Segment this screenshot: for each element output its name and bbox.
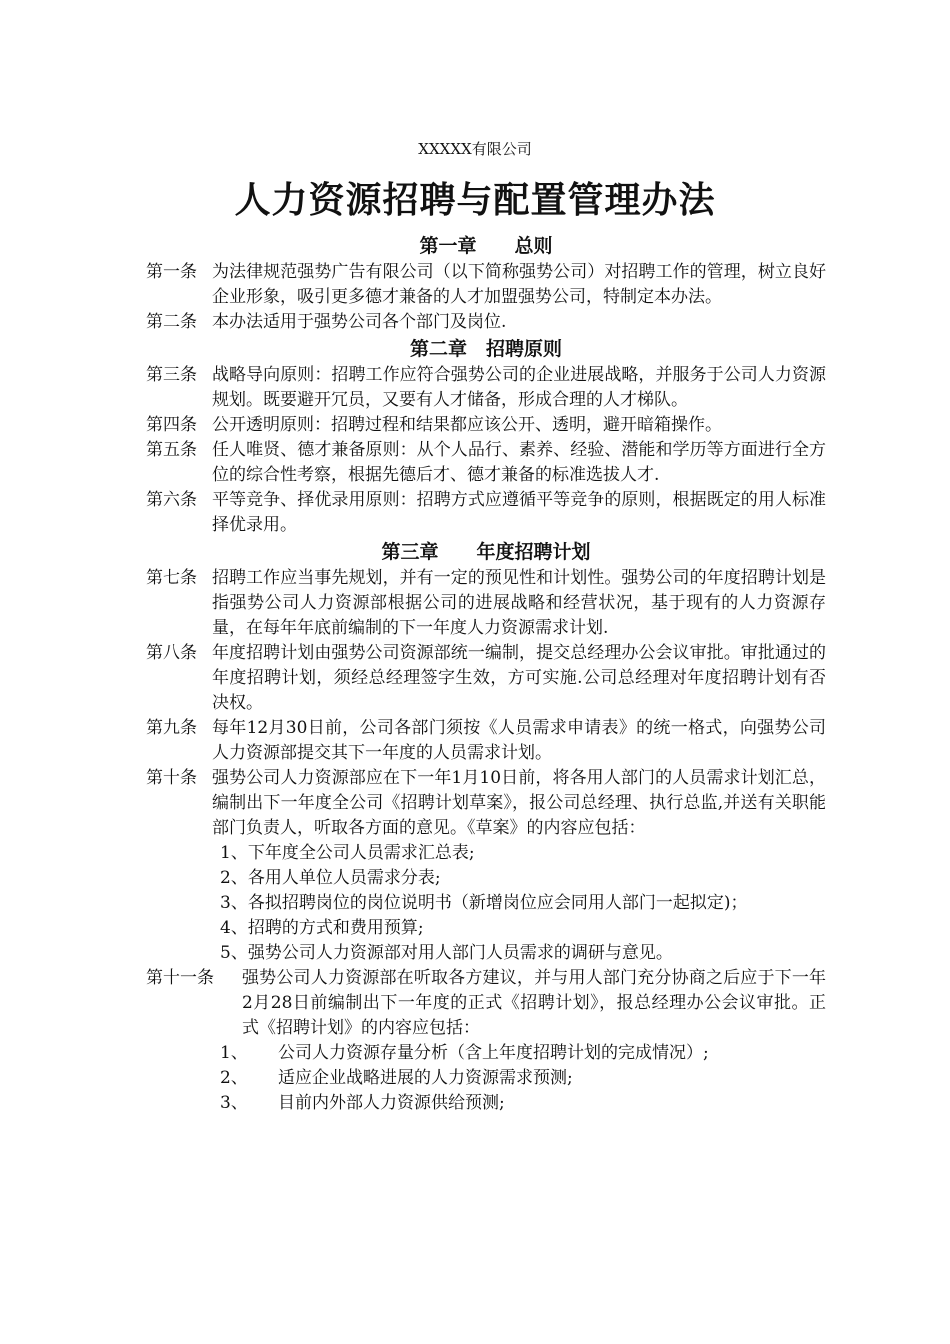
article-text: 强势公司人力资源部应在下一年1月10日前，将各用人部门的人员需求计划汇总，编制出下一年度全公司《招聘计划草案》，报公司总经理、执行总监,并送有关职能部门负责人，听取各方面的意见。《草案》的内容应包括： (212, 768, 826, 838)
list-item-text: 公司人力资源存量分析（含上年度招聘计划的完成情况）; (278, 1043, 709, 1063)
article-text: 本办法适用于强势公司各个部门及岗位. (212, 312, 507, 332)
list-item (146, 1066, 826, 1091)
list-item: 2、各用人单位人员需求分表; (220, 868, 441, 888)
list-item (146, 1091, 826, 1116)
list-item: 3、各拟招聘岗位的岗位说明书（新增岗位应会同用人部门一起拟定)； (220, 893, 748, 913)
article-text: 每年12月30日前，公司各部门须按《人员需求申请表》的统一格式，向强势公司人力资源部提交其下一年度的人员需求计划。 (212, 718, 826, 763)
chapter-heading: 第二章 招聘原则 (409, 338, 562, 360)
article-number: 第五条 (146, 440, 197, 460)
article (146, 488, 826, 538)
article (146, 766, 826, 841)
article-text: 任人唯贤、德才兼备原则：从个人品行、素养、经验、潜能和学历等方面进行全方位的综合性考察，根据先德后才、德才兼备的标准选拔人才. (212, 440, 826, 485)
article-number: 第七条 (146, 568, 197, 588)
article (146, 413, 826, 438)
list-item-text: 适应企业战略进展的人力资源需求预测; (278, 1068, 573, 1088)
article-number: 第十一条 (146, 968, 214, 988)
list-item: 1、下年度全公司人员需求汇总表; (220, 843, 475, 863)
list-item-number: 3、 (220, 1093, 248, 1113)
article-text: 平等竞争、择优录用原则：招聘方式应遵循平等竞争的原则，根据既定的用人标准择优录用。 (212, 490, 826, 535)
article-text: 战略导向原则：招聘工作应符合强势公司的企业进展战略，并服务于公司人力资源规划。既要避开冗员，又要有人才储备，形成合理的人才梯队。 (212, 365, 826, 410)
chapter-heading: 第一章 总则 (419, 235, 553, 257)
article-text: 招聘工作应当事先规划，并有一定的预见性和计划性。强势公司的年度招聘计划是指强势公司人力资源部根据公司的进展战略和经营状况，基于现有的人力资源存量，在每年年底前编制的下一年度人力资源需求计划. (212, 568, 826, 638)
article (146, 966, 826, 1041)
article-number: 第三条 (146, 365, 197, 385)
article-number: 第二条 (146, 312, 197, 332)
article (146, 566, 826, 641)
list-item-number: 2、 (220, 1068, 248, 1088)
article (146, 641, 826, 716)
page-title: 人力资源招聘与配置管理办法 (234, 179, 716, 221)
article-number: 第十条 (146, 768, 197, 788)
article-text: 年度招聘计划由强势公司资源部统一编制，提交总经理办公会议审批。审批通过的年度招聘计划，须经总经理签字生效，方可实施.公司总经理对年度招聘计划有否决权。 (212, 643, 826, 713)
article-text: 公开透明原则：招聘过程和结果都应该公开、透明，避开暗箱操作。 (212, 415, 722, 435)
list-item: 5、强势公司人力资源部对用人部门人员需求的调研与意见。 (220, 943, 673, 963)
article (146, 310, 826, 335)
article (146, 260, 826, 310)
document-body (146, 232, 826, 1116)
article-number: 第一条 (146, 262, 197, 282)
article (146, 363, 826, 413)
company-name: XXXXX有限公司 (418, 140, 532, 158)
article-number: 第四条 (146, 415, 197, 435)
article-number: 第八条 (146, 643, 197, 663)
article-text: 强势公司人力资源部在听取各方建议，并与用人部门充分协商之后应于下一年2月28日前编制出下一年度的正式《招聘计划》，报总经理办公会议审批。正式《招聘计划》的内容应包括： (242, 968, 826, 1038)
article (146, 438, 826, 488)
article (146, 716, 826, 766)
list-item-number: 1、 (220, 1043, 248, 1063)
article-number: 第六条 (146, 490, 197, 510)
article-number: 第九条 (146, 718, 197, 738)
chapter-heading: 第三章 年度招聘计划 (381, 541, 591, 563)
article-text: 为法律规范强势广告有限公司（以下简称强势公司）对招聘工作的管理，树立良好企业形象，吸引更多德才兼备的人才加盟强势公司，特制定本办法。 (212, 262, 826, 307)
list-item (146, 1041, 826, 1066)
list-item: 4、招聘的方式和费用预算; (220, 918, 424, 938)
list-item-text: 目前内外部人力资源供给预测; (278, 1093, 505, 1113)
